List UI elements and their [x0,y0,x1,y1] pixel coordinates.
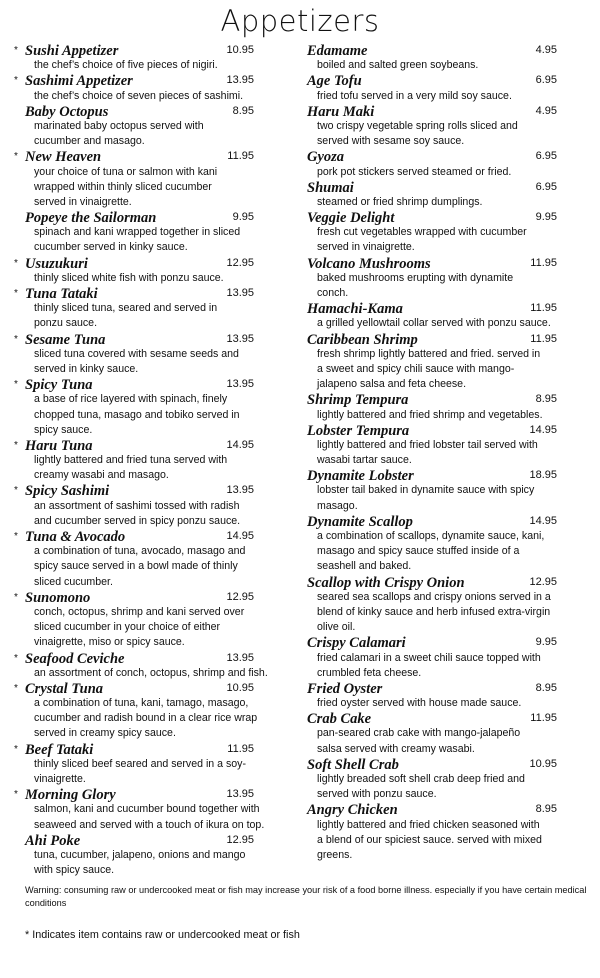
menu-item-description: seashell and baked. [317,560,412,573]
menu-item-name: Crispy Calamari [307,635,406,652]
menu-item-header [307,514,557,529]
menu-item-description: tuna, cucumber, jalapeno, onions and mango [34,848,246,861]
menu-item-description: fresh cut vegetables wrapped with cucumber [317,226,527,239]
menu-item-name: Angry Chicken [307,802,398,819]
menu-item-name: Caribbean Shrimp [307,331,418,348]
menu-item-description: fried calamari in a sweet chili sauce topped with [317,651,541,664]
menu-item [14,104,254,150]
menu-item-price: 12.95 [226,256,254,269]
menu-item-description: thinly sliced beef seared and served in a soy- [34,757,246,770]
menu-item-header [14,681,254,696]
menu-item [307,575,557,636]
menu-item-price: 8.95 [232,104,254,117]
menu-item-price: 6.95 [535,150,557,163]
menu-item-header [14,651,254,666]
menu-item-price: 14.95 [226,438,254,451]
menu-item-header [307,681,557,696]
menu-item-header [14,529,254,544]
menu-item [14,742,254,788]
menu-item-price: 11.95 [227,150,254,163]
menu-item-name: Gyoza [307,149,345,166]
menu-item-header [307,104,557,119]
menu-item-name: Lobster Tempura [307,422,410,439]
menu-item-price: 10.95 [226,44,254,56]
menu-item-header [307,423,557,438]
menu-item-price: 10.95 [226,681,254,694]
menu-item-header [307,635,557,650]
menu-item-header [307,332,557,347]
menu-item [307,802,557,863]
menu-item-price: 11.95 [530,712,557,725]
menu-item-name: Edamame [307,43,368,59]
menu-item-description: lightly battered and fried tuna served with [34,454,228,467]
menu-item-name: Sunomono [25,589,91,606]
raw-indicator-asterisk: * [14,288,18,299]
menu-item-header [307,256,557,271]
menu-item [14,590,254,651]
menu-item-price: 11.95 [530,302,557,315]
menu-item-price: 14.95 [226,530,254,542]
menu-item-header [14,483,254,498]
raw-indicator-asterisk: * [14,333,18,345]
menu-item [14,43,254,73]
menu-item [307,149,557,179]
menu-item-description: spicy sauce. [34,423,93,436]
menu-item-description: conch, octopus, shrimp and kani served over [34,605,245,618]
menu-item [307,43,557,73]
menu-item [14,787,265,833]
menu-item-description: thinly sliced white fish with ponzu sauce. [34,271,224,284]
menu-item [14,438,254,484]
menu-item-name: New Heaven [25,149,102,166]
menu-item-description: a sweet and spicy chili sauce with mango- [317,362,515,375]
menu-item-description: wrapped within thinly sliced cucumber [34,180,212,193]
menu-item-name: Beef Tataki [25,741,94,758]
menu-item-description: lightly battered and fried lobster tail served with [317,438,538,451]
menu-item-header [14,833,254,848]
menu-item-description: a combination of scallops, dynamite sauce, kani, [317,530,545,542]
menu-item-description: an assortment of sashimi tossed with radish [34,499,240,512]
menu-item [307,210,557,256]
menu-item-name: Hamachi-Kama [307,301,403,318]
raw-indicator-asterisk: * [14,485,18,497]
menu-item-price: 13.95 [226,332,254,345]
menu-item-description: vinaigrette. [34,773,86,785]
menu-item-description: served with ponzu sauce. [317,788,437,801]
menu-item-price: 14.95 [529,423,557,436]
menu-item-name: Shrimp Tempura [307,392,409,409]
menu-item [307,332,557,393]
page-title: Appetizers [220,4,380,38]
menu-item-name: Dynamite Lobster [307,468,414,485]
menu-item-description: thinly sliced tuna, seared and served in [34,302,218,315]
menu-item-name: Baby Octopus [25,103,109,120]
menu-item-description: fried tofu served in a very mild soy sauce. [317,89,512,102]
menu-item [307,256,557,302]
menu-item-name: Tuna Tataki [25,286,98,302]
menu-item-price: 10.95 [529,757,557,770]
menu-item-price: 13.95 [226,651,254,664]
menu-item [14,529,254,590]
menu-item-price: 8.95 [535,393,557,406]
menu-item-description: masago and spicy sauce stuffed inside of a [317,545,520,558]
menu-item-name: Spicy Sashimi [25,483,110,500]
raw-indicator-asterisk: * [14,45,18,56]
raw-indicator-asterisk: * [14,257,18,269]
menu-item-price: 12.95 [226,833,254,846]
menu-item [307,635,557,681]
menu-item-name: Sashimi Appetizer [25,73,133,90]
menu-item-header [307,575,557,590]
menu-item-description: your choice of tuna or salmon with kani [34,165,218,178]
menu-item-description: served in vinaigrette. [34,195,132,208]
menu-item-price: 4.95 [535,104,557,117]
menu-item-description: conch. [317,287,349,299]
menu-item-description: olive oil. [317,621,356,634]
menu-item-description: baked mushrooms erupting with dynamite [317,271,514,284]
menu-item-price: 8.95 [535,681,557,694]
menu-item-price: 4.95 [535,44,557,56]
menu-item-header [14,742,254,757]
menu-item-price: 13.95 [226,74,254,87]
menu-item-description: salmon, kani and cucumber bound together with [34,803,260,816]
menu-item-header [14,73,254,88]
menu-item-price: 6.95 [535,74,557,87]
menu-item-price: 13.95 [226,378,254,391]
menu-item-description: wasabi tartar sauce. [317,454,412,467]
menu-item-header [14,43,254,58]
menu-item-header [14,787,254,802]
menu-item-name: Fried Oyster [307,680,383,697]
menu-item-name: Soft Shell Crab [307,756,399,773]
menu-item [307,423,557,469]
menu-item-header [307,468,557,483]
menu-item-description: marinated baby octopus served with [34,119,204,132]
menu-item-description: a combination of tuna, avocado, masago and [34,545,246,558]
menu-item-name: Tuna & Avocado [25,529,126,545]
menu-item-description: spinach and kani wrapped together in sliced [34,226,241,239]
menu-item-description: fried oyster served with house made sauce. [317,697,522,710]
menu-item-header [14,210,254,225]
menu-item-header [307,180,557,195]
menu-item-description: spicy sauce served in a bowl made of thinly [34,560,238,573]
menu-item-description: cucumber and radish bound in a clear rice wrap [34,712,258,725]
menu-item-price: 8.95 [535,803,557,816]
menu-item-price: 14.95 [529,514,557,527]
menu-item-description: lightly breaded soft shell crab deep fried and [317,773,525,785]
menu-item-name: Haru Maki [307,103,375,120]
menu-item-description: a combination of tuna, kani, tamago, masago, [34,697,249,710]
menu-item-description: with spicy sauce. [34,864,115,877]
raw-indicator-asterisk: * [14,379,18,391]
menu-item-description: chopped tuna, masago and tobiko served in [34,408,240,421]
menu-item-description: lightly battered and fried shrimp and vegetables. [317,408,543,421]
raw-indicator-asterisk: * [14,591,18,603]
menu-item-name: Dynamite Scallop [307,513,413,530]
menu-item-description: crumbled feta cheese. [317,666,422,679]
menu-item-price: 6.95 [535,180,557,193]
menu-item-description: vinaigrette, miso or spicy sauce. [34,636,185,649]
raw-food-warning: Warning: consuming raw or undercooked meat or fish may increase your risk of a food borne illness. especially if you have certain medical conditions [25,885,587,908]
menu-item-description: served in creamy spicy sauce. [34,727,176,740]
menu-item-header [14,590,254,605]
menu-item-price: 11.95 [530,256,557,269]
raw-indicator-asterisk: * [14,531,18,542]
menu-item-header [14,332,254,347]
raw-indicator-asterisk: * [14,75,18,87]
menu-item [14,377,254,438]
menu-item-price: 13.95 [226,287,254,299]
menu-item [14,332,254,378]
menu-item-description: lobster tail baked in dynamite sauce with spicy [317,484,535,497]
menu-item-header [14,286,254,301]
menu-item-description: the chef’s choice of five pieces of nigiri. [34,59,218,72]
menu-item-name: Sushi Appetizer [25,43,119,59]
menu-item [14,483,254,529]
menu-item [307,104,557,150]
menu-item [14,833,254,879]
menu-item-header [307,210,557,225]
raw-indicator-asterisk: * [14,789,18,801]
menu-item-price: 12.95 [529,575,557,588]
menu-item-description: masago. [317,499,358,512]
menu-item [14,256,254,286]
menu-item [14,210,254,256]
menu-item-description: seaweed and served with a touch of ikura on top. [34,818,265,831]
menu-item-price: 9.95 [232,211,254,224]
menu-item-description: pan-seared crab cake with mango-jalapeño [317,727,521,740]
menu-item-description: sliced cucumber. [34,575,113,588]
raw-indicator-asterisk: * [14,151,18,163]
menu-item-header [307,802,557,817]
menu-item-name: Shumai [307,179,354,196]
menu-item-description: the chef’s choice of seven pieces of sashimi. [34,89,244,102]
menu-item-header [307,757,557,772]
menu-item-description: a base of rice layered with spinach, finely [34,393,228,406]
menu-item-description: sliced cucumber in your choice of either [34,621,221,634]
menu-item [14,286,254,332]
menu-item-description: served in vinaigrette. [317,241,415,254]
menu-item-description: served in kinky sauce. [34,362,139,375]
menu-item-description: cucumber and masago. [34,135,145,148]
menu-item [307,180,557,210]
right-menu-column [307,43,557,863]
menu-item-description: ponzu sauce. [34,317,98,330]
menu-item-header [307,711,557,726]
menu-item-price: 11.95 [530,332,557,345]
menu-item-name: Spicy Tuna [25,377,93,394]
menu-item-header [14,256,254,271]
raw-indicator-asterisk: * [14,652,18,664]
menu-item-header [307,43,557,58]
menu-item-name: Seafood Ceviche [25,650,125,667]
menu-item [307,301,557,331]
menu-item-description: served with sesame soy sauce. [317,135,465,148]
menu-item [14,149,254,210]
menu-item-description: sliced tuna covered with sesame seeds and [34,347,239,360]
menu-item-header [14,149,254,164]
menu-item-name: Popeye the Sailorman [25,210,157,227]
menu-item-description: greens. [317,848,353,861]
menu-item-name: Haru Tuna [25,437,93,454]
menu-item-price: 12.95 [226,590,254,603]
menu-item-description: a blend of our spiciest sauce. served with mixed [317,833,542,846]
menu-item-description: lightly battered and fried chicken seasoned with [317,818,540,831]
menu-item [307,514,557,575]
menu-item-description: seared sea scallops and crispy onions served in a [317,590,551,603]
asterisk-footnote: * Indicates item contains raw or undercooked meat or fish [25,929,300,941]
menu-item-description: jalapeno salsa and feta cheese. [317,378,467,391]
menu-item-name: Scallop with Crispy Onion [307,574,465,591]
menu-item-name: Veggie Delight [307,210,395,227]
menu-item-description: steamed or fried shrimp dumplings. [317,195,483,208]
menu-item-name: Crab Cake [307,711,372,728]
menu-item-price: 11.95 [227,742,254,755]
menu-item-description: an assortment of conch, octopus, shrimp and fish. [34,666,268,679]
menu-item-header [14,438,254,453]
menu-item-price: 9.95 [535,211,557,224]
menu-item [307,468,557,514]
menu-item-description: boiled and salted green soybeans. [317,59,479,72]
menu-item-name: Morning Glory [25,787,116,804]
menu-item-price: 18.95 [529,469,557,482]
menu-item [14,73,254,103]
menu-item-description: blend of kinky sauce and herb infused extra-virgin [317,605,551,618]
menu-item-header [307,301,557,316]
menu-item-name: Usuzukuri [25,255,88,272]
menu-item-description: pork pot stickers served steamed or fried. [317,165,512,178]
menu-item [307,681,557,711]
menu-item-header [307,392,557,407]
raw-indicator-asterisk: * [14,439,18,451]
raw-indicator-asterisk: * [14,743,18,755]
raw-indicator-asterisk: * [14,682,18,694]
menu-item-name: Sesame Tuna [25,331,106,348]
menu-item-description: cucumber served in kinky sauce. [34,241,188,254]
menu-item [14,680,258,742]
menu-item-header [307,149,557,164]
menu-item [307,757,557,803]
menu-item-description: two crispy vegetable spring rolls sliced and [317,119,518,132]
menu-item-name: Ahi Poke [25,832,81,849]
menu-item-price: 13.95 [226,484,254,497]
menu-item-description: and cucumber served in spicy ponzu sauce. [34,514,241,527]
menu-item-header [14,104,254,119]
menu-item-price: 9.95 [535,636,557,649]
menu-item-name: Volcano Mushrooms [307,255,431,272]
menu-item-description: a grilled yellowtail collar served with ponzu sauce. [317,317,551,330]
menu-item-description: salsa served with creamy wasabi. [317,742,475,755]
menu-item [307,392,557,422]
left-menu-column [14,43,268,878]
menu-item-name: Crystal Tuna [25,680,104,697]
menu-item-description: creamy wasabi and masago. [34,469,169,482]
menu-item-price: 13.95 [226,788,254,801]
menu-item-header [307,73,557,88]
menu-item-header [14,377,254,392]
menu-item [307,73,557,103]
menu-item [14,650,268,681]
menu-item-description: fresh shrimp lightly battered and fried. served in [317,347,541,360]
menu-item [307,711,557,757]
menu-item-name: Age Tofu [307,73,362,90]
